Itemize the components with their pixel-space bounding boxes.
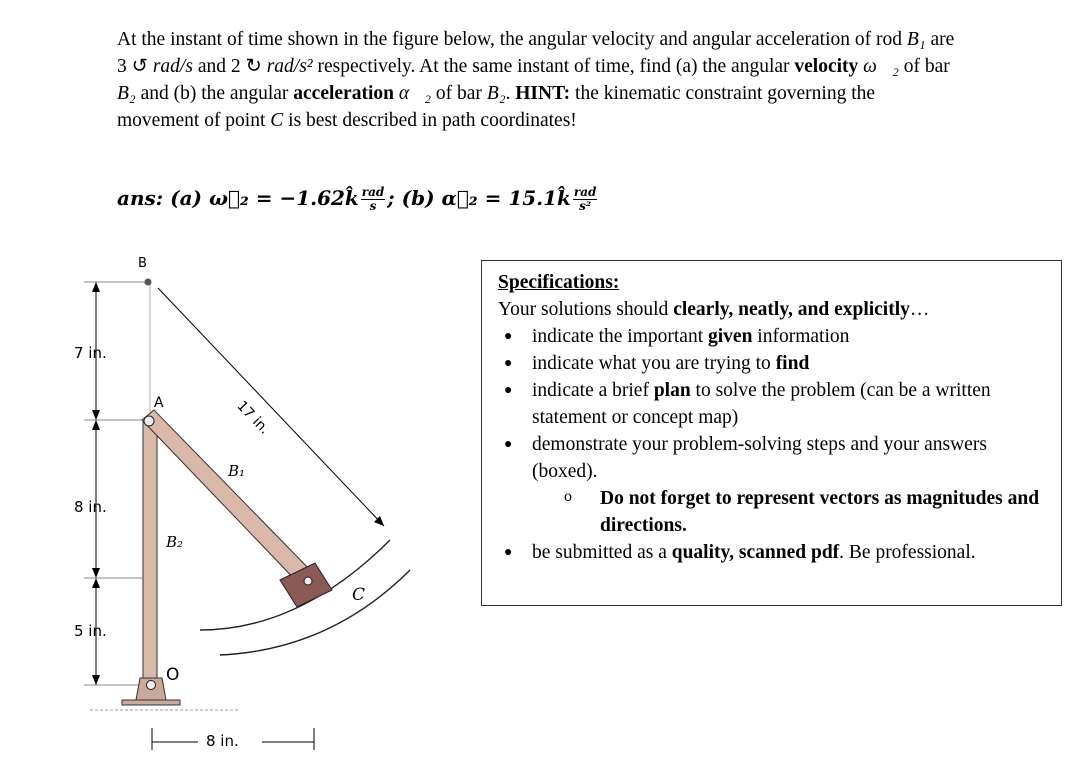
answer-part-b: ; (b) α⃗₂ = 15.1k̂ <box>387 186 571 210</box>
acceleration-word: acceleration <box>293 83 394 104</box>
specs-item1-bold: given <box>708 326 753 347</box>
mechanism-drawing <box>70 250 470 760</box>
unit-rad-s2: rad/s² <box>261 56 313 77</box>
problem-text-2: are 3 <box>117 29 955 77</box>
cw-icon: ↻ <box>245 56 262 77</box>
specs-item5-bold: quality, scanned pdf <box>671 542 840 563</box>
specs-list <box>498 323 1047 566</box>
bar-b2-ref-2: B₂ <box>486 83 506 104</box>
specs-item2-text: indicate what you are trying to <box>532 353 776 374</box>
specs-item5-text: be submitted as a <box>532 542 672 563</box>
label-b2: B₂ <box>166 533 184 551</box>
specs-item <box>498 350 1047 377</box>
problem-text <box>117 26 957 134</box>
specs-intro-text: Your solutions should <box>498 299 674 320</box>
point-c-ref: C <box>270 110 284 131</box>
label-o: O <box>166 665 180 685</box>
bar-b2-ref: B₂ <box>117 83 136 104</box>
specs-intro-ellipsis: … <box>909 299 930 320</box>
dimension-5in: 5 in. <box>74 622 107 640</box>
unit-a-numerator: rad <box>361 185 385 199</box>
unit-fraction-b <box>573 186 598 213</box>
specs-item2-bold: find <box>775 353 810 374</box>
specs-item3-text: indicate a brief <box>532 380 654 401</box>
specifications-box <box>481 260 1062 606</box>
arrowhead <box>92 410 100 420</box>
ccw-icon: ↺ <box>131 56 148 77</box>
unit-a-denominator: s <box>369 199 377 213</box>
mechanism-figure <box>70 250 470 760</box>
specs-item1-tail: information <box>752 326 850 347</box>
rod-b1-ref: B₁ <box>906 29 926 50</box>
specs-intro <box>498 296 1047 323</box>
specs-item5-tail: . Be professional. <box>839 542 976 563</box>
arrowhead <box>92 675 100 685</box>
problem-text-3: and 2 <box>192 56 246 77</box>
alpha2-symbol: α⃗₂ <box>398 83 432 104</box>
problem-text-1: At the instant of time shown in the figure below, the angular velocity and angular acceleration of rod <box>117 29 907 50</box>
point-b <box>145 279 152 286</box>
omega2-symbol: ω⃗₂ <box>863 56 899 77</box>
label-b: B <box>138 256 147 271</box>
bar-b1 <box>142 410 315 587</box>
label-c: C <box>352 585 366 605</box>
specs-item: ● demonstrate your problem-solving steps and your answers (boxed). <box>498 431 1047 485</box>
specs-heading: Specifications: <box>498 272 620 293</box>
specs-intro-bold: clearly, neatly, and explicitly <box>673 299 910 320</box>
specs-item <box>498 377 1047 431</box>
unit-b-denominator: s² <box>579 199 592 213</box>
label-a: A <box>154 395 164 411</box>
answer-line <box>117 186 599 213</box>
problem-text-9: the kinematic constraint governing the movement of point <box>117 83 876 131</box>
problem-text-6: and (b) the angular <box>135 83 294 104</box>
problem-statement <box>117 26 957 134</box>
answer-part-a: ans: (a) ω⃗₂ = −1.62k̂ <box>117 186 359 210</box>
arrowhead <box>92 282 100 292</box>
pin-c <box>304 577 312 585</box>
unit-rad-s: rad/s <box>147 56 193 77</box>
dimension-line-17 <box>158 288 384 526</box>
specs-item <box>498 323 1047 350</box>
specs-item3-tail: to solve the problem (can be a written statement or concept map) <box>532 380 991 428</box>
arrowhead <box>92 568 100 578</box>
ground-plate <box>122 700 180 705</box>
problem-text-5: of bar <box>898 56 950 77</box>
label-b1: B₁ <box>228 462 246 480</box>
bar-b2 <box>143 422 157 686</box>
specs-item3-bold: plan <box>653 380 691 401</box>
specs-item1-text: indicate the important <box>532 326 708 347</box>
specs-item <box>498 539 1047 566</box>
problem-text-7: of bar <box>431 83 487 104</box>
arrowhead <box>92 420 100 430</box>
dimension-8in: 8 in. <box>74 498 107 516</box>
pin-o <box>147 681 156 690</box>
problem-text-8: . <box>505 83 516 104</box>
dimension-17in: 17 in. <box>233 398 273 438</box>
dimension-8in-horizontal: 8 in. <box>206 732 239 750</box>
velocity-word: velocity <box>794 56 859 77</box>
unit-fraction-a <box>361 186 386 213</box>
hint-label: HINT: <box>515 83 571 104</box>
dimension-7in: 7 in. <box>74 344 107 362</box>
problem-text-10: is best described in path coordinates! <box>283 110 577 131</box>
arrowhead <box>92 578 100 588</box>
pin-a <box>144 416 154 426</box>
problem-text-4: respectively. At the same instant of time, find (a) the angular <box>312 56 795 77</box>
unit-b-numerator: rad <box>573 185 597 199</box>
specs-subitem: o Do not forget to represent vectors as magnitudes and directions. <box>498 485 1047 539</box>
